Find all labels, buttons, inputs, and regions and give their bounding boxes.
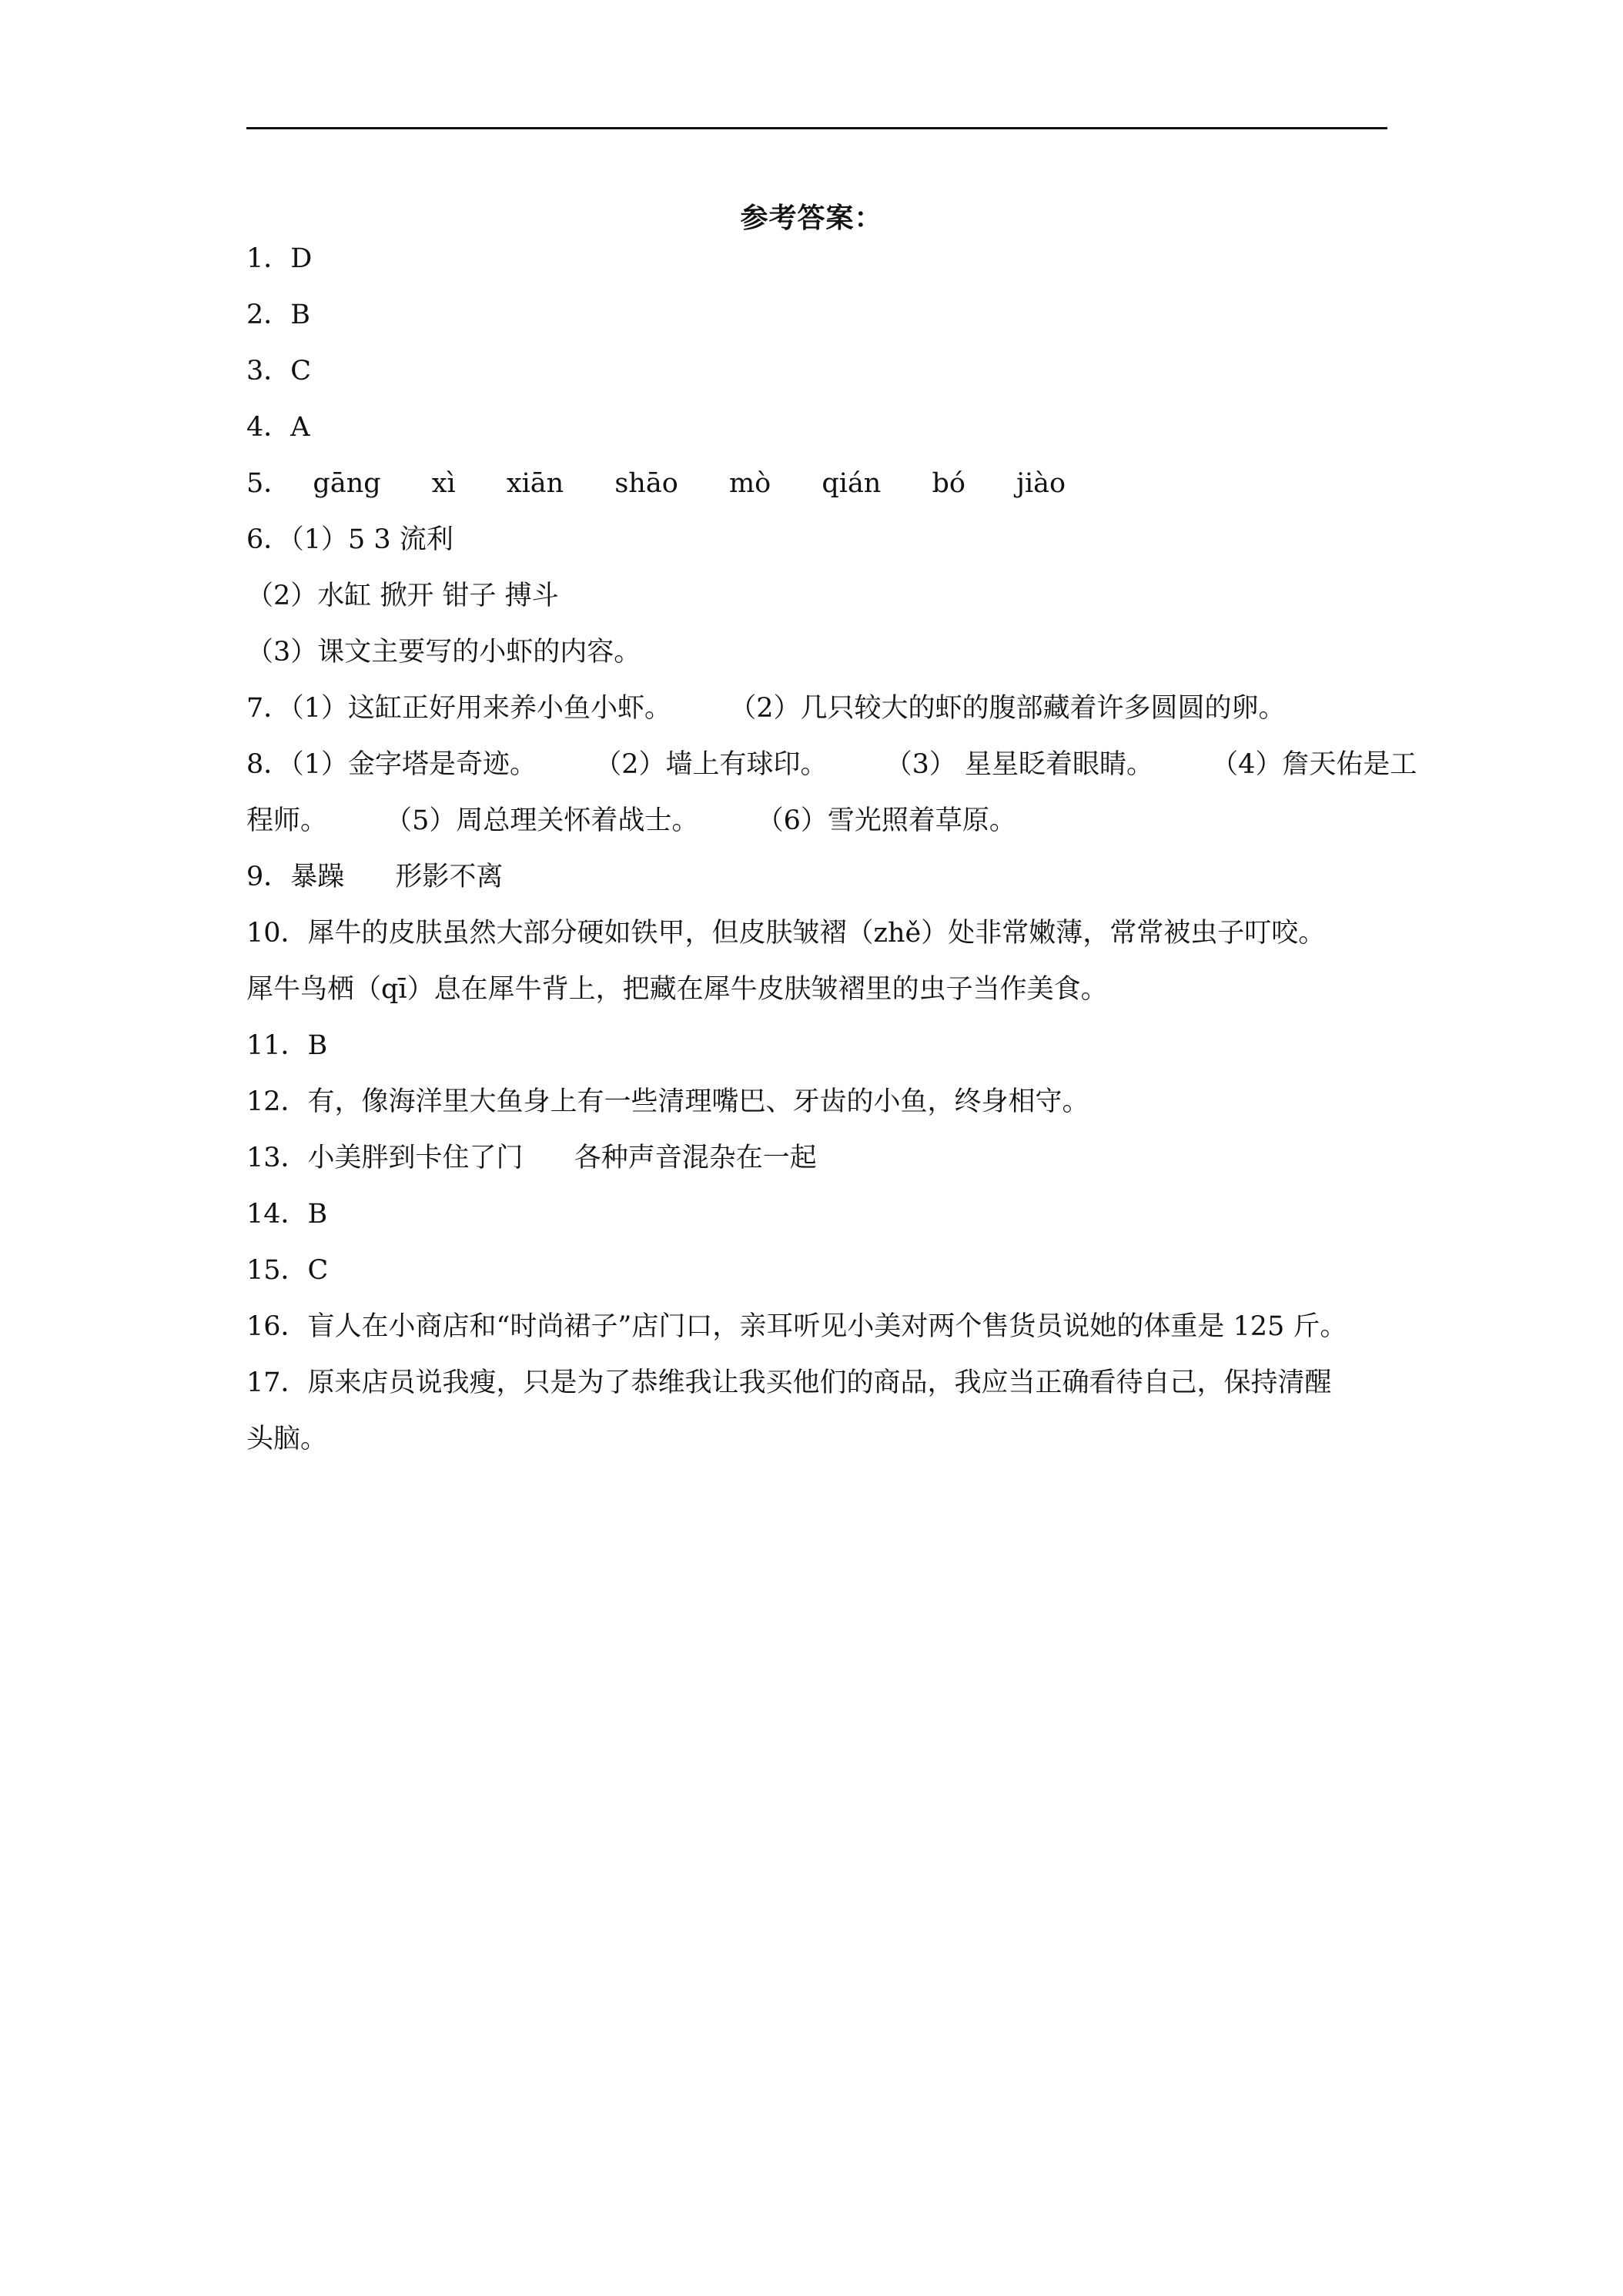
pinyin-item: mò [728,468,771,499]
answer-8-line-1 [246,737,1417,793]
answer-4: 4．A [246,412,310,443]
answer-9 [246,849,1387,905]
answer-6-part-3: （3）课文主要写的小虾的内容。 [246,637,641,668]
answer-8-part-4: （4）詹天佑是工 [1211,749,1417,780]
answer-16: 16．盲人在小商店和“时尚裙子”店门口，亲耳听见小美对两个售货员说她的体重是 125 斤。 [246,1311,1347,1342]
header-rule [246,127,1387,129]
answer-9-part-2: 形影不离 [395,862,504,892]
answer-7-part-2: （2）几只较大的虾的腹部藏着许多圆圆的卵。 [729,693,1286,724]
answer-1: 1．D [246,243,313,274]
answer-8-part-1: 8．（1）金字塔是奇迹。 [246,749,537,780]
answer-13-part-2: 各种声音混杂在一起 [574,1143,817,1173]
answer-6-part-2: （2）水缸 掀开 钳子 搏斗 [246,581,559,611]
answer-8-line-2 [246,793,1387,849]
answer-9-part-1: 9．暴躁 [246,862,345,892]
answer-8-part-6: （6）雪光照着草原。 [756,805,1016,836]
answer-10-line-2: 犀牛鸟栖（qī）息在犀牛背上，把藏在犀牛皮肤皱褶里的虫子当作美食。 [246,974,1108,1005]
answer-8-part-3: （3） 星星眨着眼睛。 [885,749,1154,780]
answer-2: 2．B [246,300,310,330]
answer-15: 15．C [246,1255,329,1286]
answer-14: 14．B [246,1199,328,1230]
answer-10-line-1: 10．犀牛的皮肤虽然大部分硬如铁甲，但皮肤皱褶（zhě）处非常嫩薄，常常被虫子叮咬。 [246,918,1326,949]
page-title: 参考答案： [740,202,883,234]
answer-3: 3．C [246,356,312,387]
answer-13 [246,1130,1387,1186]
answer-17-line-2: 头脑。 [246,1424,328,1454]
answer-13-part-1: 13．小美胖到卡住了门 [246,1143,524,1173]
answer-8-part-4-cont: 程师。 [246,805,328,836]
answer-5-number: 5． [246,468,291,499]
pinyin-item: jiào [1016,468,1066,499]
answer-7-part-1: 7．（1）这缸正好用来养小鱼小虾。 [246,693,672,724]
pinyin-item: gāng [313,468,381,499]
pinyin-item: qián [822,468,882,499]
answer-17-line-1: 17．原来店员说我瘦，只是为了恭维我让我买他们的商品，我应当正确看待自己，保持清醒 [246,1367,1332,1398]
answer-7 [246,681,1387,737]
answer-5 [246,456,1387,512]
answer-8-part-5: （5）周总理关怀着战士。 [385,805,699,836]
answer-12: 12．有，像海洋里大鱼身上有一些清理嘴巴、牙齿的小鱼，终身相守。 [246,1086,1089,1117]
answer-11: 11．B [246,1030,328,1061]
answer-list [246,231,1417,1468]
pinyin-item: xì [431,468,456,499]
pinyin-item: xiān [506,468,564,499]
answer-8-part-2: （2）墙上有球印。 [594,749,828,780]
answer-6-part-1: 6．（1）5 3 流利 [246,524,453,555]
pinyin-item: shāo [614,468,678,499]
pinyin-item: bó [932,468,965,499]
